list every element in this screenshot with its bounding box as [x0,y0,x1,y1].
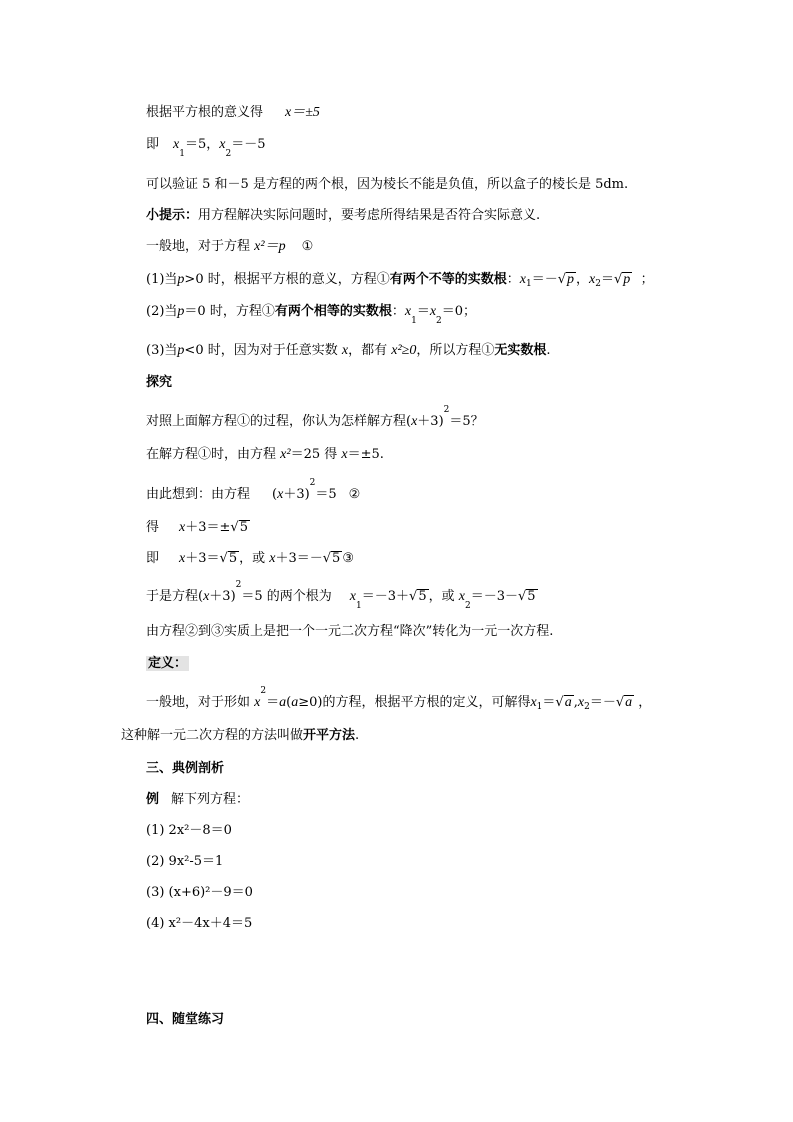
section-heading-practice: 四、随堂练习 [146,1012,225,1027]
text: ＋3) [283,487,310,502]
superscript: 2 [443,405,450,415]
subscript: 1 [411,316,417,326]
superscript: 2 [309,478,316,488]
variable: x [589,272,596,287]
text: ： [391,304,405,319]
radical-sign: √ [615,695,625,710]
variable: x [179,520,186,535]
text: ＝－3－ [470,589,518,604]
radical-sign: √ [555,695,564,710]
equation-mark: ③ [342,551,354,566]
radicand: a [625,695,633,710]
definition-label: 定义： [148,656,188,671]
tip-label: 小提示： [146,208,199,223]
radical-sign: √ [557,272,567,287]
subscript: 1 [536,702,543,712]
subscript: 1 [179,149,185,159]
text: ＝5 的两个根为 [241,589,332,604]
variable: x [173,137,180,152]
bold-text: 开平方法 [303,728,356,743]
bold-text: 无实数根 [494,343,547,358]
tip-line [146,207,540,225]
variable: x [349,589,356,604]
text: ＋3) [417,414,444,429]
radicand: a [564,695,572,710]
text: ＝±5. [347,447,384,462]
text: 一般地，对于形如 [146,695,251,710]
radical-sign: √ [230,520,239,535]
example-item-2: (2) 9x²-5＝1 [146,854,224,869]
radicand: 5 [332,551,341,566]
variable: x [277,487,284,502]
text-line-11 [146,446,384,464]
text-line-3: 可以验证 5 和－5 是方程的两个根，因为棱长不能是负值，所以盒子的棱长是 5dm. [146,177,629,192]
variable: x [577,695,585,710]
text: 这种解一元二次方程的方法叫做 [121,728,304,743]
definition-line-2 [121,727,359,745]
text: ＝－ [589,695,616,710]
text: ＝0； [441,304,477,319]
text: , [573,695,578,710]
radicand: p [623,272,631,287]
text: (3)当 [146,343,178,358]
text: ： [506,272,520,287]
text: ( [286,695,292,710]
text: ， [638,695,652,710]
text: ＝5， [184,137,220,152]
radicand: 5 [418,589,427,604]
text: >0 时，根据平方根的意义，方程① [184,272,390,287]
text: ＝－3＋ [361,589,410,604]
superscript: 2 [260,686,267,696]
subscript: 2 [225,149,232,159]
text: 由此想到：由方程 [146,487,251,502]
text: 解下列方程： [171,792,250,807]
text-line-10 [146,405,484,432]
case-1-line [146,271,654,290]
definition-line [146,686,652,713]
text: ＝ [266,695,280,710]
variable: x [269,551,276,566]
text: ＝－ [531,272,558,287]
text: ( [272,487,278,502]
variable: p [177,272,185,287]
text-line-14 [146,550,354,568]
variable: x [219,137,226,152]
text-line-2 [146,136,266,159]
section-heading-examples: 三、典例剖析 [146,761,225,776]
subscript: 1 [356,601,362,611]
case-2-line [146,303,477,326]
text: ，或 [428,589,455,604]
radicand: 5 [527,589,536,604]
text: ＝－5 [231,137,266,152]
text-line-5 [146,238,313,256]
variable: x [429,304,437,319]
variable: x [411,414,418,429]
text: ＝5 [315,487,337,502]
text: ，所以方程① [416,343,495,358]
variable: x [404,304,412,319]
text: ＝25 得 [290,447,338,462]
text: ＋3＝ [185,551,220,566]
radical-sign: √ [322,551,332,566]
example-item-3: (3) (x+6)²－9＝0 [146,885,253,900]
radicand: p [567,272,575,287]
text: ＝ [416,304,430,319]
subscript: 1 [525,279,532,289]
text: ＝0 时，方程① [184,304,275,319]
section-heading-explore: 探究 [146,375,173,390]
text: 根据平方根的意义得 [146,105,264,120]
bold-text: 有两个相等的实数根 [274,304,392,319]
equation-mark: ② [348,487,361,502]
equation-mark: ① [301,239,314,254]
variable: p [177,343,185,358]
superscript: 2 [235,580,242,590]
text: ； [640,272,654,287]
case-3-line [146,342,551,360]
variable: x [341,447,348,462]
definition-heading [146,655,189,673]
text: (1)当 [146,272,178,287]
example-intro [146,791,249,809]
text: . [546,343,551,358]
text: 即 [146,137,160,152]
expression: x²≥0 [391,343,417,358]
variable: x [458,589,465,604]
bold-text: 有两个不等的实数根 [389,272,507,287]
text: 在解方程①时，由方程 [146,447,277,462]
text: ＋3) [209,589,236,604]
radicand: 5 [239,520,248,535]
radical-sign: √ [517,589,527,604]
text: . [355,728,360,743]
text: <0 时，因为对于任意实数 [184,343,338,358]
text: ，都有 [348,343,388,358]
text: ≥0)的方程，根据平方根的定义，可解得 [298,695,531,710]
text: 对照上面解方程①的过程，你认为怎样解方程( [146,414,412,429]
text-line-1 [146,104,320,122]
subscript: 2 [595,279,601,289]
text: 即 [146,551,160,566]
text-line-15 [146,580,538,611]
equation: x²＝p [254,239,286,254]
text: ＝ [600,272,614,287]
variable: x [254,695,261,710]
example-item-4: (4) x²－4x＋4＝5 [146,916,253,931]
variable: x [530,695,537,710]
text: 于是方程( [146,589,204,604]
text: ＝5？ [449,414,484,429]
variable: a [279,695,287,710]
example-label: 例 [146,792,160,807]
radical-sign: √ [219,551,228,566]
variable: p [177,304,185,319]
variable: x [519,272,526,287]
variable: a [291,695,299,710]
text: 得 [146,520,160,535]
equation: x＝±5 [285,105,320,120]
example-item-1: (1) 2x²－8＝0 [146,823,232,838]
variable: x [341,343,349,358]
text: ＝ [542,695,556,710]
subscript: 2 [436,316,442,326]
radicand: 5 [228,551,238,566]
subscript: 2 [464,601,471,611]
text-line-13 [146,519,250,537]
subscript: 2 [584,702,590,712]
text: ，或 [239,551,266,566]
text: (2)当 [146,304,178,319]
text: 用方程解决实际问题时，要考虑所得结果是否符合实际意义. [198,208,541,223]
variable: x [179,551,186,566]
text-line-16: 由方程②到③实质上是把一个一元二次方程“降次”转化为一元一次方程. [146,624,554,639]
text: ＋3＝± [185,520,231,535]
radical-sign: √ [409,589,418,604]
expression: x² [280,447,291,462]
radical-sign: √ [614,272,623,287]
text: ＋3＝－ [275,551,323,566]
text-line-12 [146,478,361,505]
text: 一般地，对于方程 [146,239,251,254]
variable: x [203,589,210,604]
text: ， [576,272,590,287]
